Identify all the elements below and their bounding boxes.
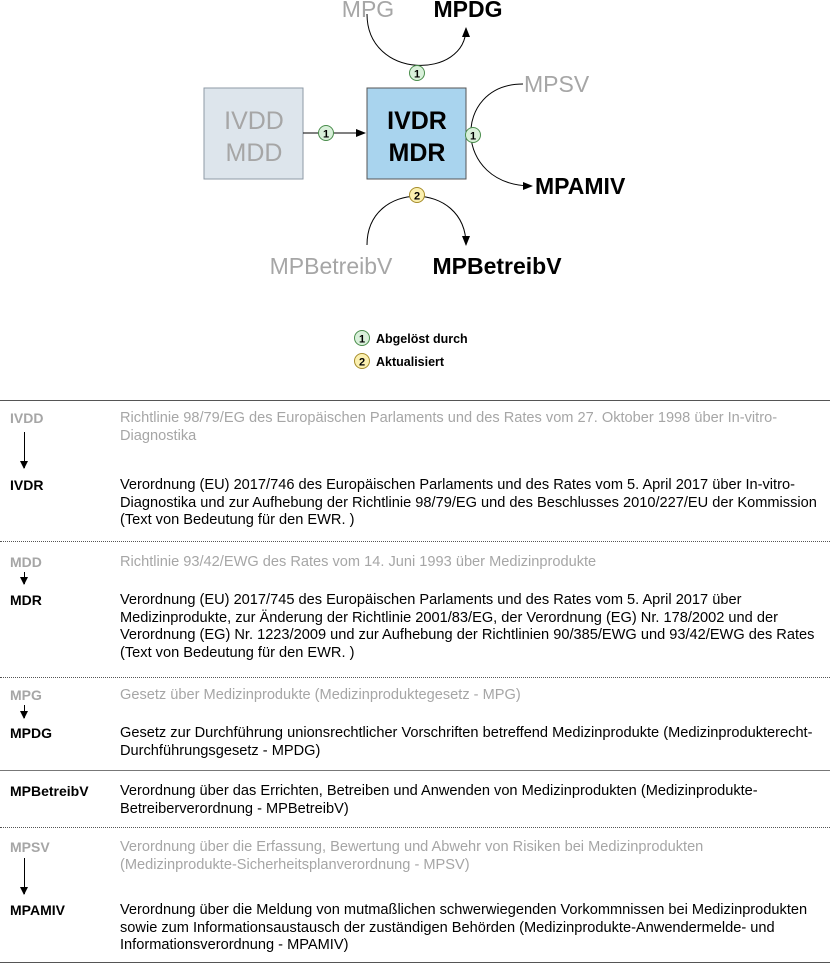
row-abbr-mdr: MDR <box>10 592 42 608</box>
row-text-mpg: Gesetz über Medizinprodukte (Medizinproduktegesetz - MPG) <box>120 687 521 703</box>
row-abbr-mpamiv: MPAMIV <box>10 902 65 918</box>
bottom-updated-arrow <box>367 196 466 245</box>
row-text-mpdg: Gesetz zur Durchführung unionsrechtlicher Vorschriften betreffend Medizinprodukte (Medizinprodukterecht-Durchführungsgesetz - MPDG) <box>120 725 813 759</box>
legend <box>355 331 468 370</box>
table-bottom-rule <box>0 962 830 963</box>
row-text-mpbetreibv: Verordnung über das Errichten, Betreiben und Anwenden von Medizinprodukten (Medizinprodukte-Betreiberverordnung - MPBetreibV) <box>120 783 758 817</box>
row-text-mdd: Richtlinie 93/42/EWG des Rates vom 14. Juni 1993 über Medizinprodukte <box>120 554 597 570</box>
bottom-old-label: MPBetreibV <box>269 253 393 279</box>
down-arrow-icon <box>24 705 25 718</box>
legend-updated-number: 2 <box>358 356 366 369</box>
left-marker-number: 1 <box>322 128 330 141</box>
row-divider <box>0 827 830 828</box>
row-text-mpsv: Verordnung über die Erfassung, Bewertung und Abwehr von Risiken bei Medizinprodukten (Medizinprodukte-Sicherheitsplanverordnung - MPSV) <box>120 839 704 873</box>
row-abbr-mdd: MDD <box>10 554 42 570</box>
row-abbr-mpg: MPG <box>10 687 42 703</box>
new-box-ivdr: IVDR <box>387 107 447 135</box>
row-divider <box>0 541 830 542</box>
top-old-label: MPG <box>341 0 395 22</box>
old-box-ivdd: IVDD <box>224 107 284 135</box>
new-box-mdr: MDR <box>388 139 446 167</box>
top-new-label: MPDG <box>433 0 503 22</box>
bottom-marker-number: 2 <box>413 190 421 203</box>
row-abbr-mpdg: MPDG <box>10 725 52 741</box>
legend-updated-label: Aktualisiert <box>376 355 445 369</box>
row-abbr-mpsv: MPSV <box>10 839 50 855</box>
table-top-rule <box>0 400 830 401</box>
row-text-mdr: Verordnung (EU) 2017/745 des Europäischen Parlaments und des Rates vom 5. April 2017 über Medizinprodukte, zur Änderung der Richtlinie 2001/83/EG, der Verordnung (EG) Nr. 178/2002 und der Verordnung (EG) Nr. 1223/2009 und zur Aufhebung der Richtlinien 90/385/EWG und 93/42/EWG des Rates (Text von Bedeutung für den EWR. ) <box>120 592 815 661</box>
right-old-label: MPSV <box>524 71 590 97</box>
row-text-ivdd: Richtlinie 98/79/EG des Europäischen Parlaments und des Rates vom 27. Oktober 1998 über In-vitro-Diagnostika <box>120 410 778 444</box>
right-new-label: MPAMIV <box>535 173 626 199</box>
row-abbr-ivdr: IVDR <box>10 477 44 493</box>
bottom-new-label: MPBetreibV <box>432 253 562 279</box>
row-abbr-mpbetreibv: MPBetreibV <box>10 783 89 799</box>
right-marker-number: 1 <box>469 130 477 143</box>
row-abbr-ivdd: IVDD <box>10 410 44 426</box>
row-text-mpamiv: Verordnung über die Meldung von mutmaßlichen schwerwiegenden Vorkommnissen bei Medizinprodukten sowie zum Informationsaustausch der zuständigen Behörden (Medizinprodukte-Anwendermelde- und Informationsverordnung - MPAMIV) <box>120 902 808 953</box>
regulation-diagram <box>0 0 838 380</box>
row-divider <box>0 677 830 678</box>
row-text-ivdr: Verordnung (EU) 2017/746 des Europäischen Parlaments und des Rates vom 5. April 2017 über In-vitro-Diagnostika und zur Aufhebung der Richtlinie 98/79/EG und des Beschlusses 2010/227/EU der Kommission (Text von Bedeutung für den EWR. ) <box>120 477 817 528</box>
legend-replaced-label: Abgelöst durch <box>376 332 468 346</box>
top-marker-number: 1 <box>413 68 421 81</box>
down-arrow-icon <box>24 858 25 894</box>
down-arrow-icon <box>24 572 25 584</box>
legend-replaced-number: 1 <box>358 333 366 346</box>
old-box-mdd: MDD <box>225 139 283 167</box>
down-arrow-icon <box>24 432 25 468</box>
row-divider <box>0 770 830 771</box>
